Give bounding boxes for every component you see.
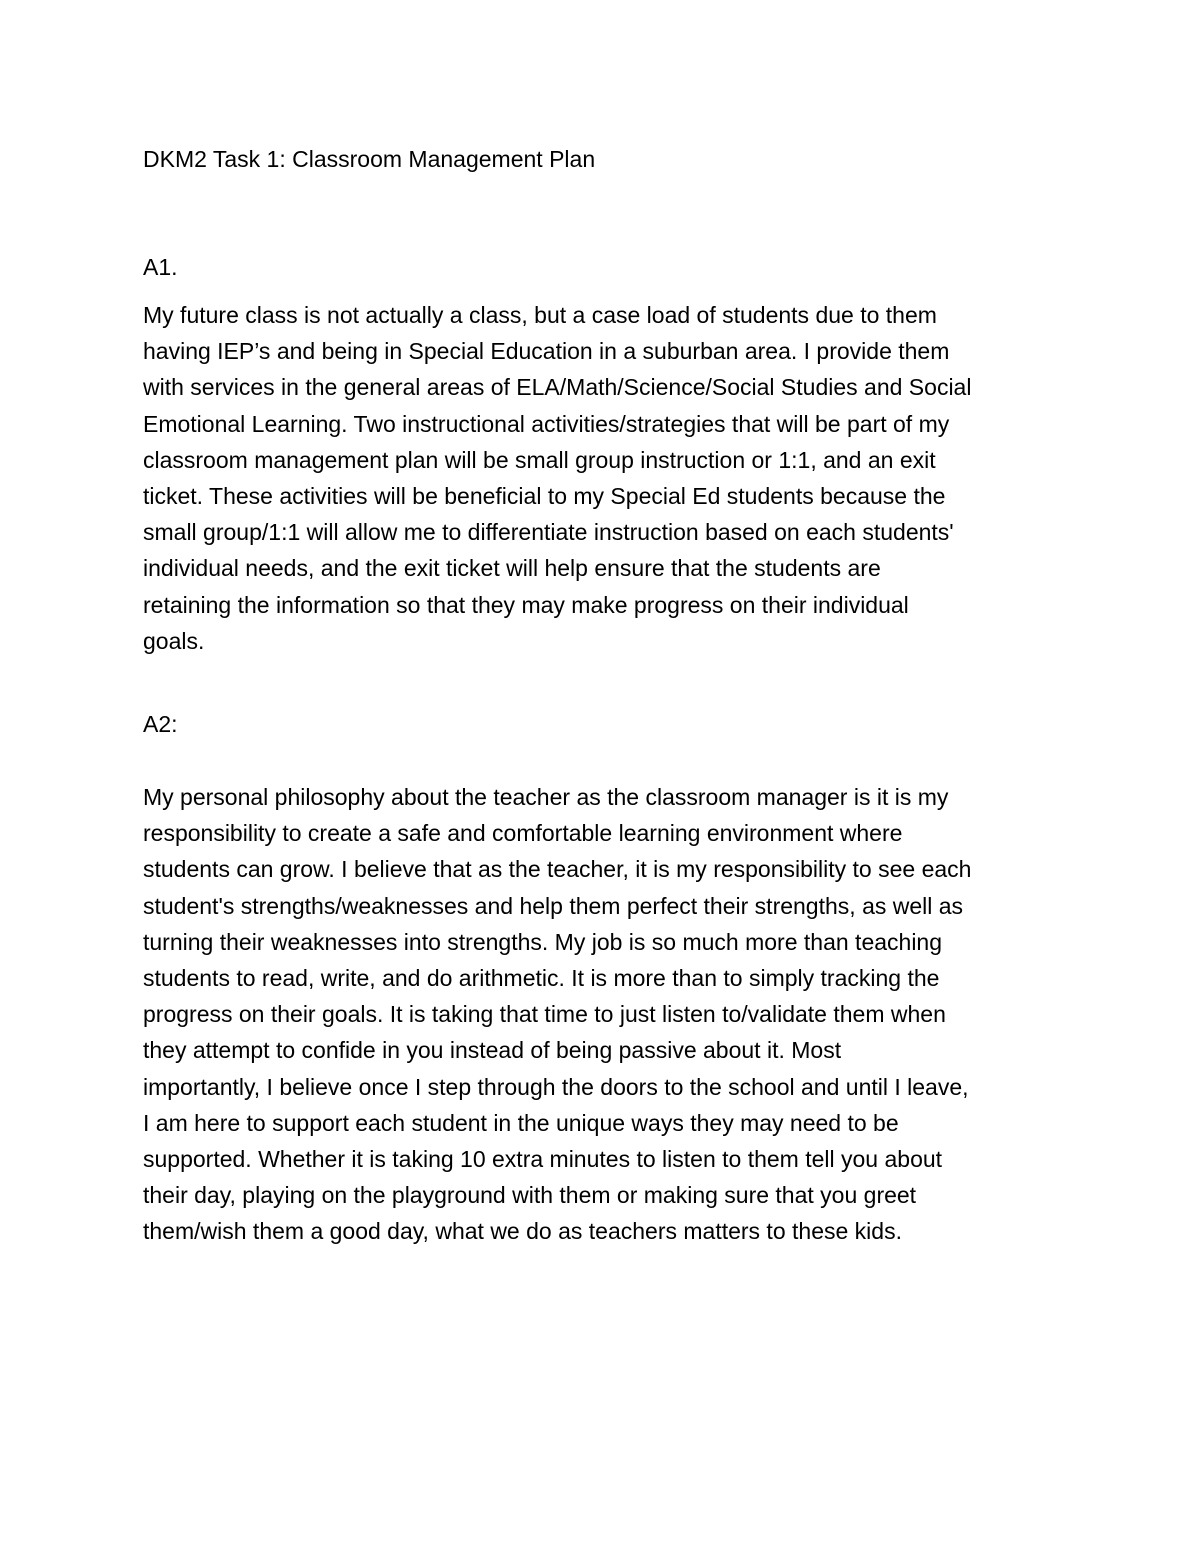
paragraph-line: classroom management plan will be small group instruction or 1:1, and an exit [143,446,936,473]
paragraph-line: students to read, write, and do arithmetic. It is more than to simply tracking the [143,965,940,992]
paragraph-line: their day, playing on the playground with them or making sure that you greet [143,1182,917,1209]
paragraph-line: progress on their goals. It is taking that time to just listen to/validate them when [143,1001,946,1028]
paragraph-line: I am here to support each student in the unique ways they may need to be [143,1109,899,1136]
paragraph-line: supported. Whether it is taking 10 extra minutes to listen to them tell you about [143,1146,943,1173]
paragraph-line: ticket. These activities will be beneficial to my Special Ed students because the [143,483,946,510]
paragraph-line: retaining the information so that they may make progress on their individual [143,591,909,618]
paragraph-line: My personal philosophy about the teacher as the classroom manager is it is my [143,784,949,810]
paragraph-line: My future class is not actually a class, but a case load of students due to them [143,302,937,328]
section-a1-paragraph [143,297,1068,659]
section-a1-label: A1. [143,254,178,280]
paragraph-line: students can grow. I believe that as the teacher, it is my responsibility to see each [143,856,972,883]
paragraph-line: importantly, I believe once I step through the doors to the school and until I leave, [143,1073,969,1100]
paragraph-line: Emotional Learning. Two instructional activities/strategies that will be part of my [143,410,950,437]
paragraph-line: individual needs, and the exit ticket will help ensure that the students are [143,555,881,582]
paragraph-line: having IEP’s and being in Special Education in a suburban area. I provide them [143,338,950,365]
paragraph-line: student's strengths/weaknesses and help them perfect their strengths, as well as [143,892,964,919]
document-title: DKM2 Task 1: Classroom Management Plan [143,146,596,172]
paragraph-line: responsibility to create a safe and comfortable learning environment where [143,820,903,847]
paragraph-line: small group/1:1 will allow me to differentiate instruction based on each students' [143,519,954,546]
paragraph-line: turning their weaknesses into strengths. My job is so much more than teaching [143,928,943,955]
section-a2-paragraph [143,779,1068,1250]
section-a2-label: A2: [143,711,178,737]
paragraph-line: with services in the general areas of ELA/Math/Science/Social Studies and Social [143,374,972,401]
paragraph-line: goals. [143,627,205,654]
paragraph-line: them/wish them a good day, what we do as teachers matters to these kids. [143,1218,902,1245]
paragraph-line: they attempt to confide in you instead of being passive about it. Most [143,1037,842,1064]
